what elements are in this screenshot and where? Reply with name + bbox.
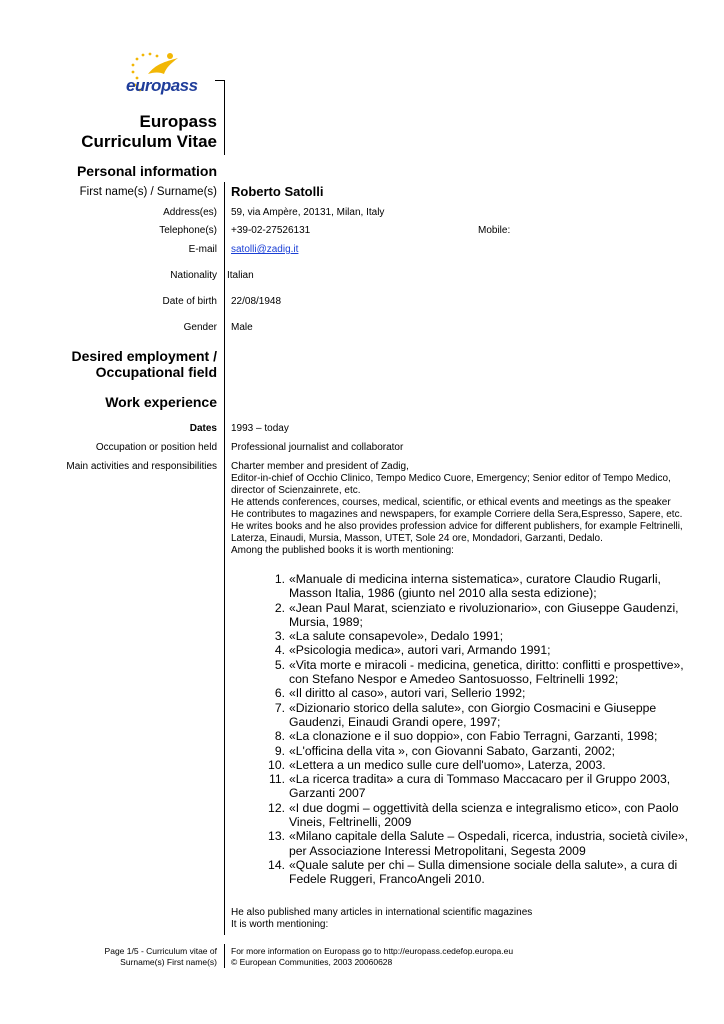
email-link[interactable]: satolli@zadig.it [231,244,299,255]
footer-right [231,946,513,968]
list-item-text: con Stefano Nespor e Amedeo Santosuosso, Feltrinelli 1992; [289,672,619,687]
list-item [265,829,688,858]
address-label: Address(es) [163,207,217,218]
list-item-text: Vineis, Feltrinelli, 2009 [289,815,412,830]
list-item-text: «L'officina della vita », con Giovanni Sabato, Garzanti, 2002; [289,743,615,758]
list-item-text: «Milano capitale della Salute – Ospedali, ricerca, industria, società civile», [289,829,689,844]
gender-value: Male [231,322,253,333]
articles-line: It is worth mentioning: [231,919,329,930]
footer-page-info: Page 1/5 - Curriculum vitae of [104,946,217,956]
list-item [265,801,688,830]
list-item [265,601,688,630]
header-divider-tick [215,80,225,81]
address-value: 59, via Ampère, 20131, Milan, Italy [231,207,385,218]
articles-line: He also published many articles in international scientific magazines [231,907,533,918]
list-item-text: Mursia, 1989; [289,614,363,629]
list-item [265,629,688,643]
list-item [265,744,688,758]
name-value: Roberto Satolli [231,184,324,199]
footer-copyright: © European Communities, 2003 20060628 [231,957,393,967]
list-number: 2. [274,600,285,615]
list-item-text: «Lettera a un medico sulle cure dell'uomo», Laterza, 2003. [289,757,606,772]
email-label: E-mail [188,244,217,255]
list-item [265,772,688,801]
header-divider [224,80,225,155]
occupation-value: Professional journalist and collaborator [231,442,404,453]
list-item-text: «Jean Paul Marat, scienziato e rivoluzionario», con Giuseppe Gaudenzi, [289,600,679,615]
desired-employment-heading-line1: Desired employment / [71,348,217,364]
list-number: 3. [274,629,285,644]
list-item-text: «La salute consapevole», Dedalo 1991; [289,629,504,644]
list-number: 13. [268,829,285,844]
list-item [265,643,688,657]
nationality-label: Nationality [170,270,217,281]
cv-title-line1: Europass [139,112,217,131]
list-number: 12. [268,800,285,815]
mobile-label: Mobile: [478,225,511,236]
list-number: 14. [268,857,285,872]
dob-label: Date of birth [162,296,217,307]
europass-logo [120,50,220,100]
dob-value: 22/08/1948 [231,296,282,307]
activities-line: He attends conferences, courses, medical, scientific, or ethical events and meetings as the speaker [231,497,671,508]
cv-title-line2: Curriculum Vitae [81,132,217,151]
content-divider [224,182,225,935]
work-experience-heading: Work experience [105,394,217,410]
activities-line: Charter member and president of Zadig, [231,461,409,472]
list-item-text: per Associazione Interessi Metropolitani, Segesta 2009 [289,843,586,858]
list-item-text: Garzanti 2007 [289,786,366,801]
list-number: 7. [274,700,285,715]
list-number: 11. [268,772,285,787]
list-item-text: «Quale salute per chi – Sulla dimensione sociale della salute», a cura di [289,857,678,872]
list-item-text: «La ricerca tradita» a cura di Tommaso Maccacaro per il Gruppo 2003, [289,772,671,787]
list-number: 4. [274,643,285,658]
list-item [265,572,688,601]
list-item [265,658,688,687]
gender-label: Gender [183,322,217,333]
list-item-text: Fedele Ruggeri, FrancoAngeli 2010. [289,872,485,887]
list-item-text: «La clonazione e il suo doppio», con Fabio Terragni, Garzanti, 1998; [289,729,658,744]
name-label: First name(s) / Surname(s) [79,186,217,198]
telephone-label: Telephone(s) [159,225,217,236]
nationality-value: Italian [227,270,254,281]
list-item-text: «Psicologia medica», autori vari, Armando 1991; [289,643,551,658]
activities-line: He contributes to magazines and newspapers, for example Corriere della Sera,Espresso, Sapere, etc. [231,509,683,520]
desired-employment-heading-line2: Occupational field [95,364,217,380]
list-item-text: Masson Italia, 1986 (giunto nel 2010 alla sesta edizione); [289,586,597,601]
footer-left [105,946,217,968]
dates-label: Dates [189,423,217,434]
list-item-text: «Il diritto al caso», autori vari, Sellerio 1992; [289,686,526,701]
occupation-label: Occupation or position held [95,442,217,453]
activities-line: Editor-in-chief of Occhio Clinico, Tempo Medico Cuore, Emergency; Senior editor of Tempo Medico, [231,473,671,484]
list-item-text: «Vita morte e miracoli - medicina, genetica, diritto: conflitti e prospettive», [289,657,684,672]
activities-line: Laterza, Einaudi, Mursia, Masson, UTET, Sole 24 ore, Mondadori, Garzanti, Dedalo. [231,533,603,544]
list-number: 6. [274,686,285,701]
list-item-text: «I due dogmi – oggettività della scienza e integralismo etico», con Paolo [289,800,679,815]
activities-label: Main activities and responsibilities [66,461,217,472]
footer-divider [224,944,225,968]
telephone-value: +39-02-27526131 [231,225,311,236]
articles-text [231,907,532,931]
list-number: 9. [274,743,285,758]
list-item [265,758,688,772]
footer-info-line: For more information on Europass go to http://europass.cedefop.europa.eu [231,946,514,956]
list-item [265,701,688,730]
list-number: 10. [268,757,285,772]
footer-name-info: Surname(s) First name(s) [120,957,217,967]
list-number: 5. [274,657,285,672]
activities-line: He writes books and he also provides profession advice for different publishers, for example Feltrinelli, [231,521,683,532]
personal-info-heading: Personal information [76,163,217,179]
dates-value: 1993 – today [231,423,289,434]
activities-text [231,461,683,557]
list-item [265,686,688,700]
list-item-text: Gaudenzi, Einaudi Grandi opere, 1997; [289,714,501,729]
list-number: 8. [274,729,285,744]
list-item-text: «Dizionario storico della salute», con Giorgio Cosmacini e Giuseppe [289,700,657,715]
list-number: 1. [274,572,285,586]
activities-line: director of Scienzainrete, etc. [231,485,361,496]
list-item [265,729,688,743]
list-item-text: «Manuale di medicina interna sistematica», curatore Claudio Rugarli, [289,572,661,586]
activities-line: Among the published books it is worth mentioning: [231,545,454,556]
books-list [265,572,688,887]
list-item [265,858,688,887]
logo-text: europass [126,76,198,95]
